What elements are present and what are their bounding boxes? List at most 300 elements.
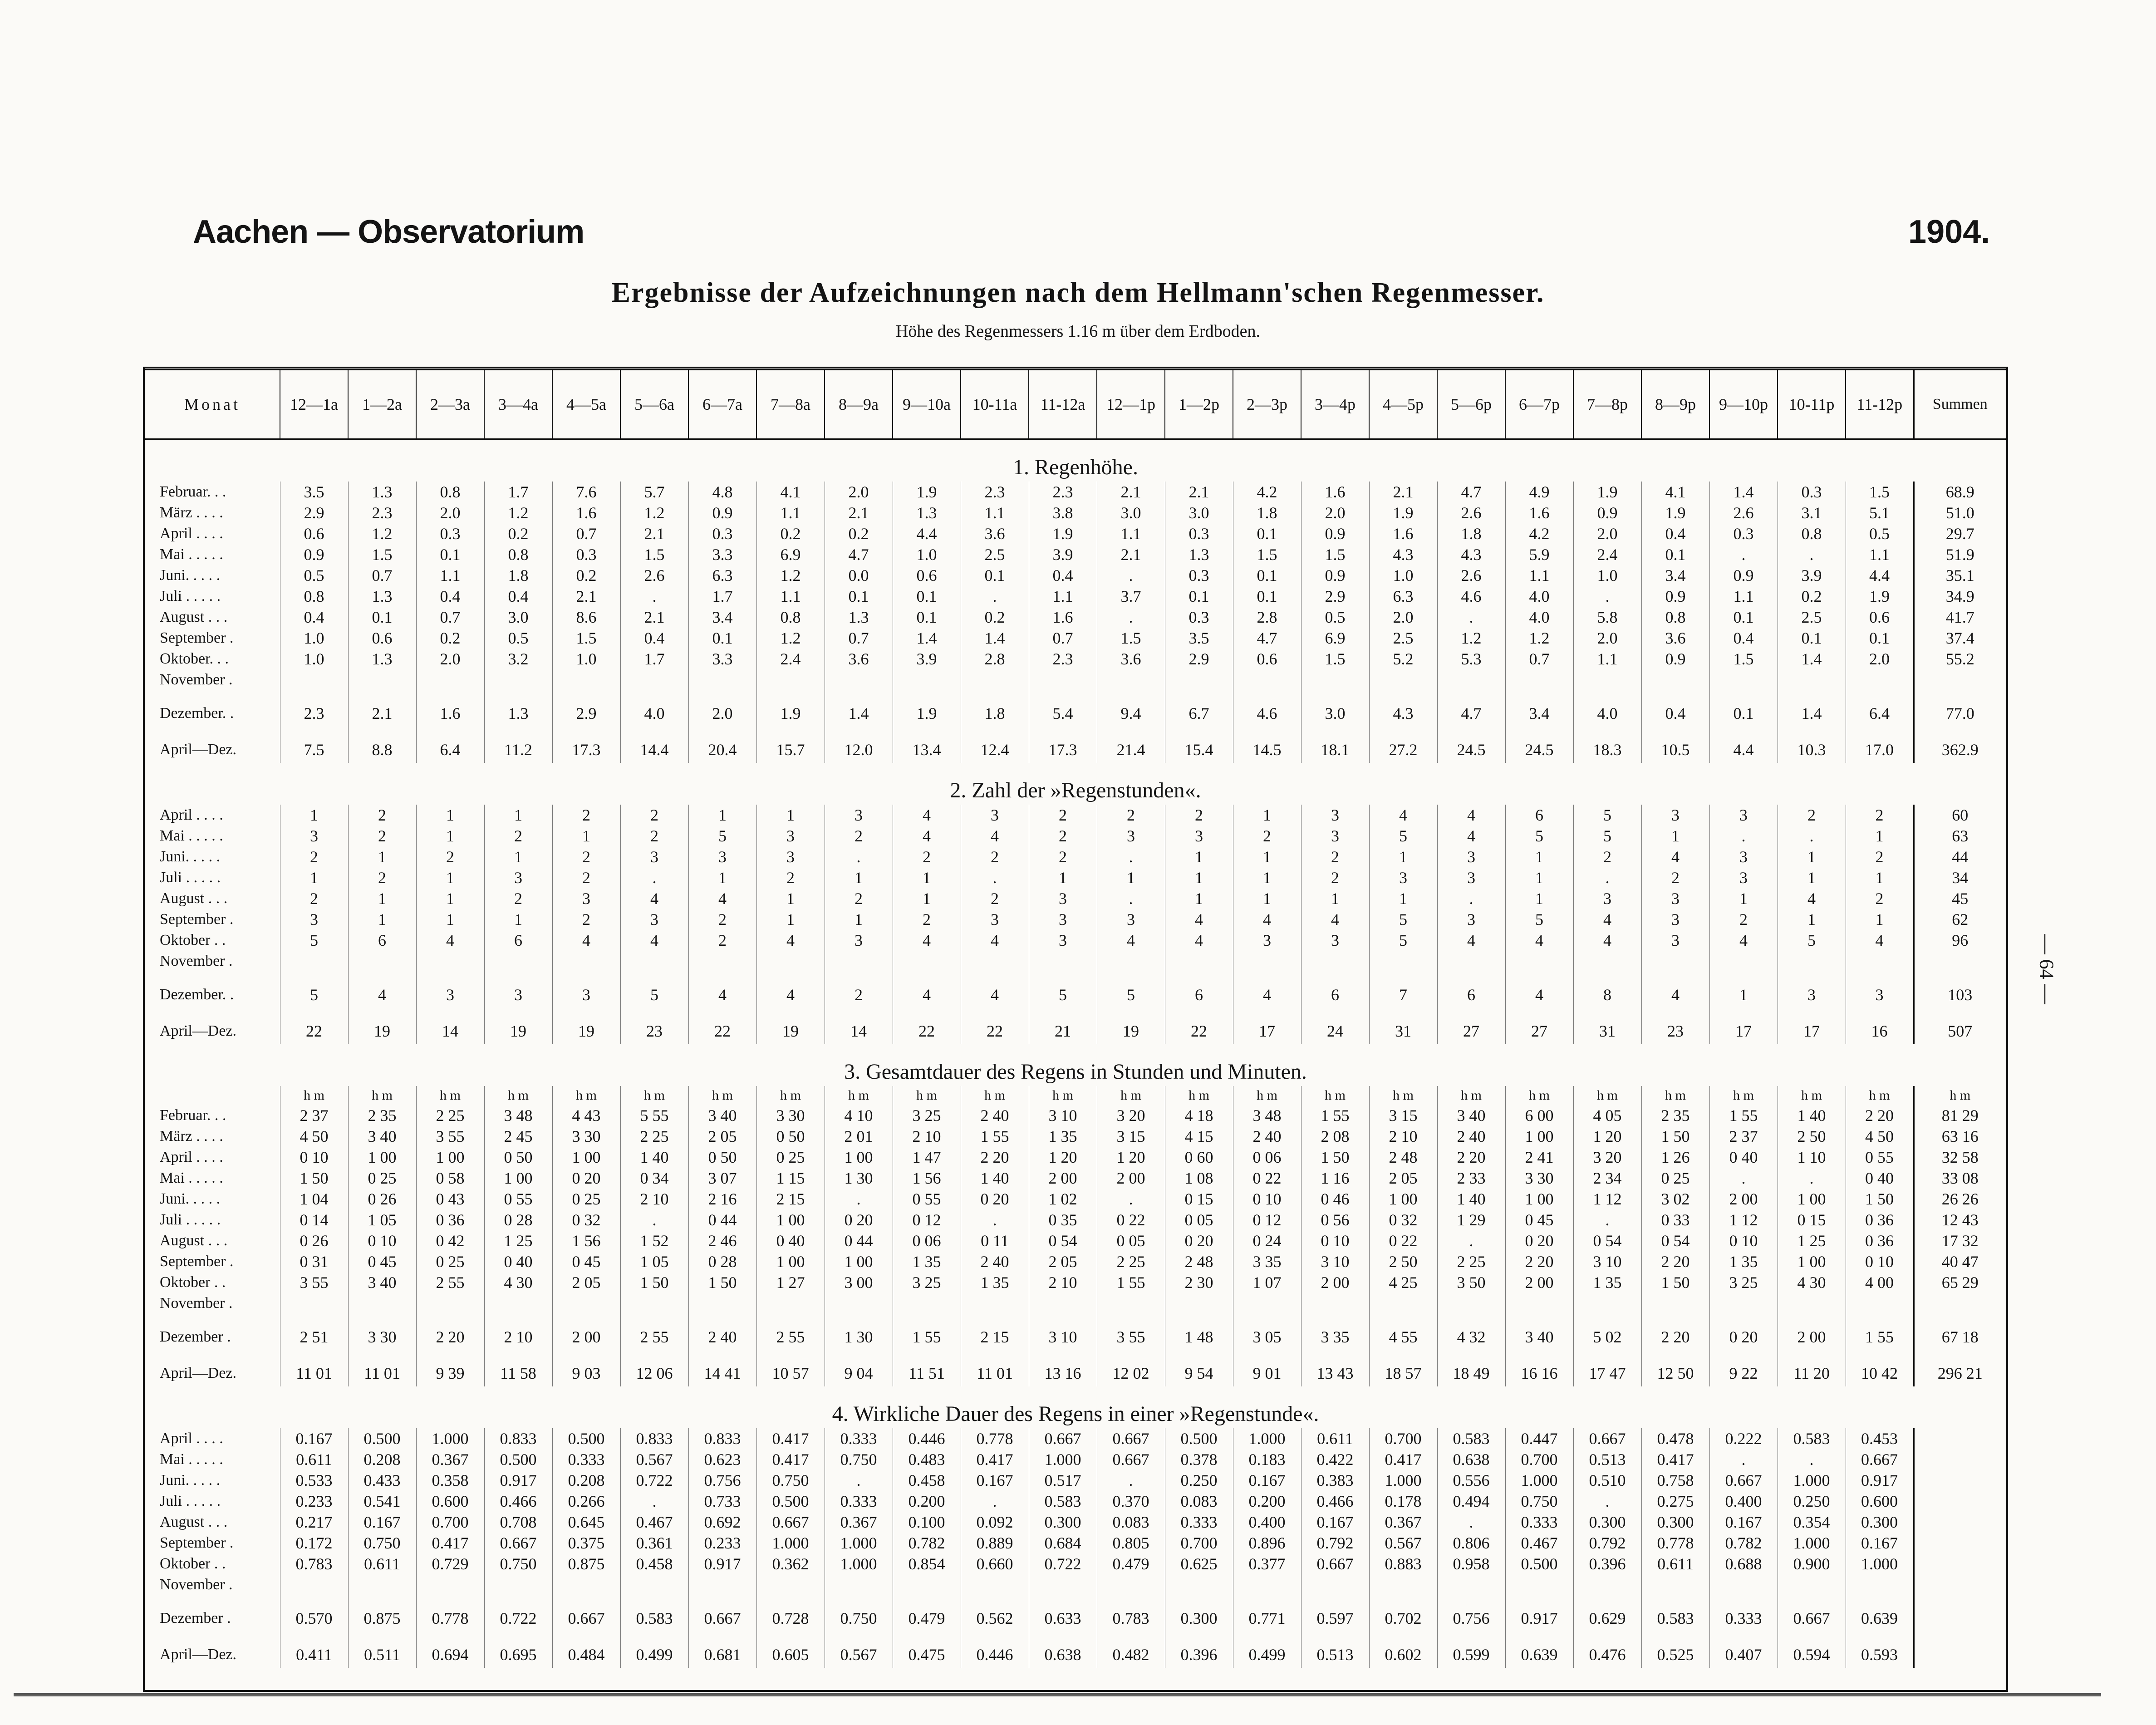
- value-cell: 0.805: [1097, 1533, 1165, 1553]
- value-cell: 3: [1301, 826, 1369, 846]
- value-cell: 1.1: [756, 586, 825, 607]
- value-cell: 4.7: [1437, 482, 1505, 502]
- value-cell: 4.9: [1505, 482, 1573, 502]
- value-cell: 0.354: [1778, 1512, 1846, 1533]
- value-cell: 5: [1573, 805, 1641, 826]
- month-label: Juni. . . . .: [160, 1190, 221, 1207]
- value-cell: 3: [1097, 826, 1165, 846]
- value-cell: 1.8: [484, 565, 552, 586]
- sum-cell: 51.0: [1914, 502, 2006, 523]
- unit-label: h m: [620, 1086, 688, 1105]
- value-cell: [1233, 1574, 1301, 1595]
- value-cell: .: [1778, 1168, 1846, 1189]
- value-cell: 0 25: [348, 1168, 416, 1189]
- spacer-cell: [756, 972, 825, 984]
- value-cell: 5: [1505, 909, 1573, 930]
- spacer-cell: [145, 972, 280, 984]
- value-cell: [756, 1293, 825, 1314]
- value-cell: [825, 951, 893, 972]
- value-cell: 4: [620, 888, 688, 909]
- value-cell: 4: [893, 930, 961, 951]
- value-cell: 0.758: [1641, 1470, 1709, 1491]
- total-value-cell: 11 01: [961, 1360, 1029, 1386]
- table-row: [145, 909, 2006, 930]
- value-cell: 0.567: [1369, 1533, 1437, 1553]
- value-cell: 0 50: [756, 1126, 825, 1147]
- month-label: August . . .: [160, 1514, 228, 1530]
- hour-column-header: 11-12a: [1029, 370, 1097, 439]
- spacer-cell: [825, 690, 893, 703]
- unit-label: h m: [893, 1086, 961, 1105]
- spacer-cell: [1778, 1005, 1846, 1018]
- value-cell: 1: [688, 867, 756, 888]
- value-cell: 3.9: [1778, 565, 1846, 586]
- table-row: [145, 1293, 2006, 1314]
- spacer-row: [145, 1595, 2006, 1608]
- value-cell: 5: [1369, 909, 1437, 930]
- spacer-cell: [1505, 1005, 1573, 1018]
- value-cell: 2: [348, 826, 416, 846]
- total-value-cell: 23: [1641, 1018, 1709, 1044]
- value-cell: 0.479: [1097, 1553, 1165, 1574]
- value-cell: 2: [825, 888, 893, 909]
- value-cell: 0.700: [1505, 1449, 1573, 1470]
- value-cell: 1: [348, 909, 416, 930]
- spacer-cell: [1709, 690, 1778, 703]
- value-cell: 1 55: [1301, 1105, 1369, 1126]
- value-cell: 1.000: [1233, 1428, 1301, 1449]
- spacer-cell: [961, 724, 1029, 737]
- value-cell: 0.222: [1709, 1428, 1778, 1449]
- value-cell: 1.1: [1709, 586, 1778, 607]
- value-cell: 0.362: [756, 1553, 825, 1574]
- month-label: Juni. . . . .: [160, 1472, 221, 1489]
- value-cell: .: [1573, 586, 1641, 607]
- unit-label: h m: [1914, 1086, 2006, 1105]
- value-cell: 5.8: [1573, 607, 1641, 628]
- spacer-cell: [348, 1347, 416, 1360]
- value-cell: [484, 951, 552, 972]
- sum-cell: 12 43: [1914, 1209, 2006, 1230]
- value-cell: 0 55: [1846, 1147, 1914, 1168]
- total-value-cell: 9 54: [1165, 1360, 1233, 1386]
- total-row: [145, 1018, 2006, 1044]
- total-label: April—Dez.: [160, 1646, 237, 1663]
- value-cell: 0.4: [1029, 565, 1097, 586]
- spacer-cell: [1846, 724, 1914, 737]
- value-cell: 4: [416, 930, 484, 951]
- value-cell: 6.3: [688, 565, 756, 586]
- spacer-cell: [484, 1005, 552, 1018]
- value-cell: 2.1: [348, 703, 416, 724]
- value-cell: 0.8: [280, 586, 348, 607]
- spacer-cell: [1233, 1314, 1301, 1327]
- value-cell: 1.6: [1369, 523, 1437, 544]
- value-cell: 1: [1165, 888, 1233, 909]
- value-cell: 3: [1097, 909, 1165, 930]
- value-cell: 6.9: [756, 544, 825, 565]
- value-cell: 0.729: [416, 1553, 484, 1574]
- value-cell: 0.833: [484, 1428, 552, 1449]
- value-cell: 0 44: [688, 1209, 756, 1230]
- total-value-cell: 0.695: [484, 1641, 552, 1668]
- value-cell: 2 35: [1641, 1105, 1709, 1126]
- spacer-cell: [348, 1005, 416, 1018]
- value-cell: 1: [1505, 846, 1573, 867]
- value-cell: 4: [961, 826, 1029, 846]
- spacer-cell: [1709, 1314, 1778, 1327]
- table-row: [145, 586, 2006, 607]
- value-cell: 0 20: [825, 1209, 893, 1230]
- value-cell: 1.0: [1369, 565, 1437, 586]
- value-cell: 3 40: [348, 1126, 416, 1147]
- spacer-cell: [145, 1629, 280, 1641]
- value-cell: 0.9: [1641, 586, 1709, 607]
- value-cell: 0.483: [893, 1449, 961, 1470]
- table-row: [145, 951, 2006, 972]
- value-cell: 0.5: [1846, 523, 1914, 544]
- value-cell: 3: [1641, 930, 1709, 951]
- spacer-cell: [484, 1314, 552, 1327]
- hour-column-header: 9—10p: [1709, 370, 1778, 439]
- value-cell: 1.000: [1029, 1449, 1097, 1470]
- month-label: April . . . .: [160, 1430, 223, 1447]
- spacer-cell: [1301, 1005, 1369, 1018]
- value-cell: 1.4: [1778, 703, 1846, 724]
- value-cell: 2 00: [1778, 1327, 1846, 1347]
- total-value-cell: 17 47: [1573, 1360, 1641, 1386]
- sum-cell: 33 08: [1914, 1168, 2006, 1189]
- value-cell: [893, 669, 961, 690]
- value-cell: 1.3: [348, 586, 416, 607]
- value-cell: 0.667: [1097, 1428, 1165, 1449]
- spacer-cell: [756, 1005, 825, 1018]
- value-cell: 3 55: [416, 1126, 484, 1147]
- value-cell: 2 16: [688, 1189, 756, 1209]
- spacer-cell: [1573, 1347, 1641, 1360]
- value-cell: 0 40: [1709, 1147, 1778, 1168]
- value-cell: 6: [484, 930, 552, 951]
- spacer-cell: [552, 972, 620, 984]
- value-cell: 2: [688, 930, 756, 951]
- total-value-cell: 27: [1437, 1018, 1505, 1044]
- value-cell: 3 48: [484, 1105, 552, 1126]
- value-cell: 0.806: [1437, 1533, 1505, 1553]
- value-cell: 4.0: [620, 703, 688, 724]
- sum-cell: [1914, 1428, 2006, 1449]
- value-cell: 0.700: [416, 1512, 484, 1533]
- value-cell: 2.9: [552, 703, 620, 724]
- value-cell: 5.1: [1846, 502, 1914, 523]
- value-cell: 0.611: [1301, 1428, 1369, 1449]
- value-cell: [1505, 1293, 1573, 1314]
- value-cell: [1709, 1293, 1778, 1314]
- unit-label: h m: [1778, 1086, 1846, 1105]
- value-cell: 2 20: [1846, 1105, 1914, 1126]
- unit-label: h m: [1369, 1086, 1437, 1105]
- value-cell: 2.6: [620, 565, 688, 586]
- value-cell: 0.750: [756, 1470, 825, 1491]
- spacer-cell: [348, 724, 416, 737]
- value-cell: 1: [280, 805, 348, 826]
- value-cell: 2 08: [1301, 1126, 1369, 1147]
- value-cell: [1097, 1293, 1165, 1314]
- value-cell: 1 48: [1165, 1327, 1233, 1347]
- spacer-cell: [1778, 690, 1846, 703]
- sum-cell: 60: [1914, 805, 2006, 826]
- value-cell: 2: [416, 846, 484, 867]
- value-cell: 3: [1437, 867, 1505, 888]
- value-cell: .: [1709, 1449, 1778, 1470]
- value-cell: 0.783: [1097, 1608, 1165, 1629]
- total-value-cell: 0.476: [1573, 1641, 1641, 1668]
- value-cell: 0.333: [1165, 1512, 1233, 1533]
- station-header: Aachen — Observatorium: [193, 214, 584, 250]
- value-cell: 1.5: [1301, 544, 1369, 565]
- value-cell: 0.567: [620, 1449, 688, 1470]
- value-cell: 1.1: [1573, 649, 1641, 669]
- value-cell: 3: [1301, 930, 1369, 951]
- table-row: [145, 1574, 2006, 1595]
- total-value-cell: 22: [961, 1018, 1029, 1044]
- spacer-cell: [825, 972, 893, 984]
- spacer-cell: [1369, 1347, 1437, 1360]
- total-value-cell: 22: [893, 1018, 961, 1044]
- total-value-cell: 0.594: [1778, 1641, 1846, 1668]
- total-value-cell: 10.3: [1778, 737, 1846, 763]
- value-cell: 2: [552, 846, 620, 867]
- spacer-cell: [961, 1314, 1029, 1327]
- value-cell: 0.854: [893, 1553, 961, 1574]
- value-cell: 1: [825, 909, 893, 930]
- value-cell: 0.667: [688, 1608, 756, 1629]
- spacer-cell: [1846, 1005, 1914, 1018]
- value-cell: 4.7: [1437, 703, 1505, 724]
- total-value-cell: 13 16: [1029, 1360, 1097, 1386]
- value-cell: 0.883: [1369, 1553, 1437, 1574]
- spacer-cell: [1641, 1347, 1709, 1360]
- value-cell: 0.458: [893, 1470, 961, 1491]
- value-cell: 0.6: [1233, 649, 1301, 669]
- value-cell: 1 15: [756, 1168, 825, 1189]
- value-cell: 2 10: [893, 1126, 961, 1147]
- value-cell: 2.4: [1573, 544, 1641, 565]
- spacer-cell: [1369, 724, 1437, 737]
- spacer-cell: [1301, 972, 1369, 984]
- value-cell: 4: [893, 826, 961, 846]
- value-cell: 3: [1778, 984, 1846, 1005]
- spacer-cell: [893, 1629, 961, 1641]
- value-cell: 1: [756, 805, 825, 826]
- value-cell: 0.1: [825, 586, 893, 607]
- value-cell: 4.0: [1505, 586, 1573, 607]
- table-header-row: [145, 370, 2006, 439]
- value-cell: 0.1: [1233, 586, 1301, 607]
- section-title: 3. Gesamtdauer des Regens in Stunden und Minuten.: [844, 1060, 1307, 1084]
- value-cell: 3: [756, 846, 825, 867]
- value-cell: [1369, 951, 1437, 972]
- value-cell: 2: [1029, 826, 1097, 846]
- spacer-cell: [1778, 1314, 1846, 1327]
- value-cell: 4.0: [1573, 703, 1641, 724]
- value-cell: 1.000: [1846, 1553, 1914, 1574]
- value-cell: 0.917: [1505, 1608, 1573, 1629]
- value-cell: 0.4: [1641, 523, 1709, 544]
- value-cell: 1.3: [893, 502, 961, 523]
- value-cell: 1.6: [416, 703, 484, 724]
- value-cell: 4.1: [1641, 482, 1709, 502]
- spacer-cell: [1914, 1005, 2006, 1018]
- value-cell: .: [1778, 1449, 1846, 1470]
- month-label: April . . . .: [160, 525, 223, 542]
- value-cell: 0.792: [1301, 1533, 1369, 1553]
- spacer-cell: [893, 1347, 961, 1360]
- value-cell: 6: [1301, 984, 1369, 1005]
- spacer-cell: [620, 1595, 688, 1608]
- value-cell: 1 27: [756, 1272, 825, 1293]
- value-cell: 0 15: [1778, 1209, 1846, 1230]
- value-cell: 0.3: [1709, 523, 1778, 544]
- value-cell: 3.7: [1097, 586, 1165, 607]
- value-cell: 0.4: [620, 628, 688, 649]
- value-cell: 0.917: [688, 1553, 756, 1574]
- value-cell: 0 11: [961, 1230, 1029, 1251]
- value-cell: 0.583: [1641, 1608, 1709, 1629]
- value-cell: 3: [1029, 909, 1097, 930]
- value-cell: 0.9: [1301, 565, 1369, 586]
- spacer-cell: [688, 1314, 756, 1327]
- value-cell: 1.000: [416, 1428, 484, 1449]
- sum-cell: 40 47: [1914, 1251, 2006, 1272]
- value-cell: 0.8: [756, 607, 825, 628]
- value-cell: 0.092: [961, 1512, 1029, 1533]
- value-cell: 0.433: [348, 1470, 416, 1491]
- value-cell: 3 35: [1233, 1251, 1301, 1272]
- value-cell: 0.467: [620, 1512, 688, 1533]
- spacer-cell: [1914, 1629, 2006, 1641]
- value-cell: 1 05: [620, 1251, 688, 1272]
- value-cell: 2 01: [825, 1126, 893, 1147]
- value-cell: 4: [1233, 909, 1301, 930]
- value-cell: 3.0: [484, 607, 552, 628]
- value-cell: 4 55: [1369, 1327, 1437, 1347]
- spacer-cell: [484, 972, 552, 984]
- value-cell: [1301, 1293, 1369, 1314]
- value-cell: 6.3: [1369, 586, 1437, 607]
- value-cell: 2.0: [1301, 502, 1369, 523]
- value-cell: 5 55: [620, 1105, 688, 1126]
- value-cell: 0.629: [1573, 1608, 1641, 1629]
- value-cell: 3: [552, 984, 620, 1005]
- value-cell: 4: [1641, 846, 1709, 867]
- value-cell: 7: [1369, 984, 1437, 1005]
- spacer-cell: [1573, 724, 1641, 737]
- value-cell: .: [1437, 1230, 1505, 1251]
- value-cell: 4: [1369, 805, 1437, 826]
- value-cell: 3: [620, 846, 688, 867]
- spacer-cell: [484, 1347, 552, 1360]
- rain-gauge-table: [145, 369, 2006, 1668]
- value-cell: 2 25: [1437, 1251, 1505, 1272]
- month-label: November .: [160, 671, 233, 688]
- value-cell: 1: [1165, 846, 1233, 867]
- table-row: [145, 1230, 2006, 1251]
- value-cell: [1505, 951, 1573, 972]
- spacer-cell: [1641, 1595, 1709, 1608]
- value-cell: [893, 951, 961, 972]
- value-cell: 1 12: [1709, 1209, 1778, 1230]
- value-cell: 0 45: [348, 1251, 416, 1272]
- value-cell: 0 42: [416, 1230, 484, 1251]
- value-cell: 2 35: [348, 1105, 416, 1126]
- total-value-cell: 0.396: [1165, 1641, 1233, 1668]
- total-value-cell: 17: [1709, 1018, 1778, 1044]
- value-cell: 2 10: [1029, 1272, 1097, 1293]
- value-cell: 1.1: [416, 565, 484, 586]
- value-cell: 3: [1301, 805, 1369, 826]
- total-value-cell: 0.511: [348, 1641, 416, 1668]
- unit-label: h m: [1505, 1086, 1573, 1105]
- month-label: Oktober . .: [160, 1274, 226, 1291]
- total-value-cell: 23: [620, 1018, 688, 1044]
- value-cell: 1: [1029, 867, 1097, 888]
- value-cell: 2: [1573, 846, 1641, 867]
- value-cell: 5: [1369, 826, 1437, 846]
- hour-column-header: 3—4p: [1301, 370, 1369, 439]
- value-cell: 0.1: [1778, 628, 1846, 649]
- value-cell: 3 40: [1505, 1327, 1573, 1347]
- spacer-cell: [484, 1629, 552, 1641]
- value-cell: [1233, 951, 1301, 972]
- sum-cell: 103: [1914, 984, 2006, 1005]
- value-cell: 3 25: [893, 1105, 961, 1126]
- value-cell: 2 34: [1573, 1168, 1641, 1189]
- value-cell: 0.1: [1641, 544, 1709, 565]
- value-cell: 4.7: [825, 544, 893, 565]
- value-cell: 0 25: [1641, 1168, 1709, 1189]
- total-value-cell: 14 41: [688, 1360, 756, 1386]
- spacer-cell: [1029, 1314, 1097, 1327]
- value-cell: 3.1: [1778, 502, 1846, 523]
- value-cell: 0.479: [893, 1608, 961, 1629]
- value-cell: 0.183: [1233, 1449, 1301, 1470]
- value-cell: 2 48: [1165, 1251, 1233, 1272]
- value-cell: 4 18: [1165, 1105, 1233, 1126]
- sum-cell: 96: [1914, 930, 2006, 951]
- spacer-cell: [1573, 1629, 1641, 1641]
- spacer-cell: [280, 1314, 348, 1327]
- value-cell: 4.8: [688, 482, 756, 502]
- value-cell: 1.000: [825, 1533, 893, 1553]
- section-title-row: [145, 763, 2006, 805]
- value-cell: 4.6: [1437, 586, 1505, 607]
- value-cell: 2 46: [688, 1230, 756, 1251]
- spacer-cell: [1641, 1629, 1709, 1641]
- sum-cell: 67 18: [1914, 1327, 2006, 1347]
- value-cell: 0.583: [1029, 1491, 1097, 1512]
- spacer-cell: [280, 1595, 348, 1608]
- value-cell: 0.611: [280, 1449, 348, 1470]
- value-cell: 6: [1165, 984, 1233, 1005]
- spacer-row: [145, 972, 2006, 984]
- value-cell: 2 00: [552, 1327, 620, 1347]
- value-cell: 1.1: [1505, 565, 1573, 586]
- spacer-cell: [1709, 1595, 1778, 1608]
- value-cell: 0 54: [1641, 1230, 1709, 1251]
- value-cell: 0 20: [961, 1189, 1029, 1209]
- value-cell: [1505, 1574, 1573, 1595]
- value-cell: [1369, 1574, 1437, 1595]
